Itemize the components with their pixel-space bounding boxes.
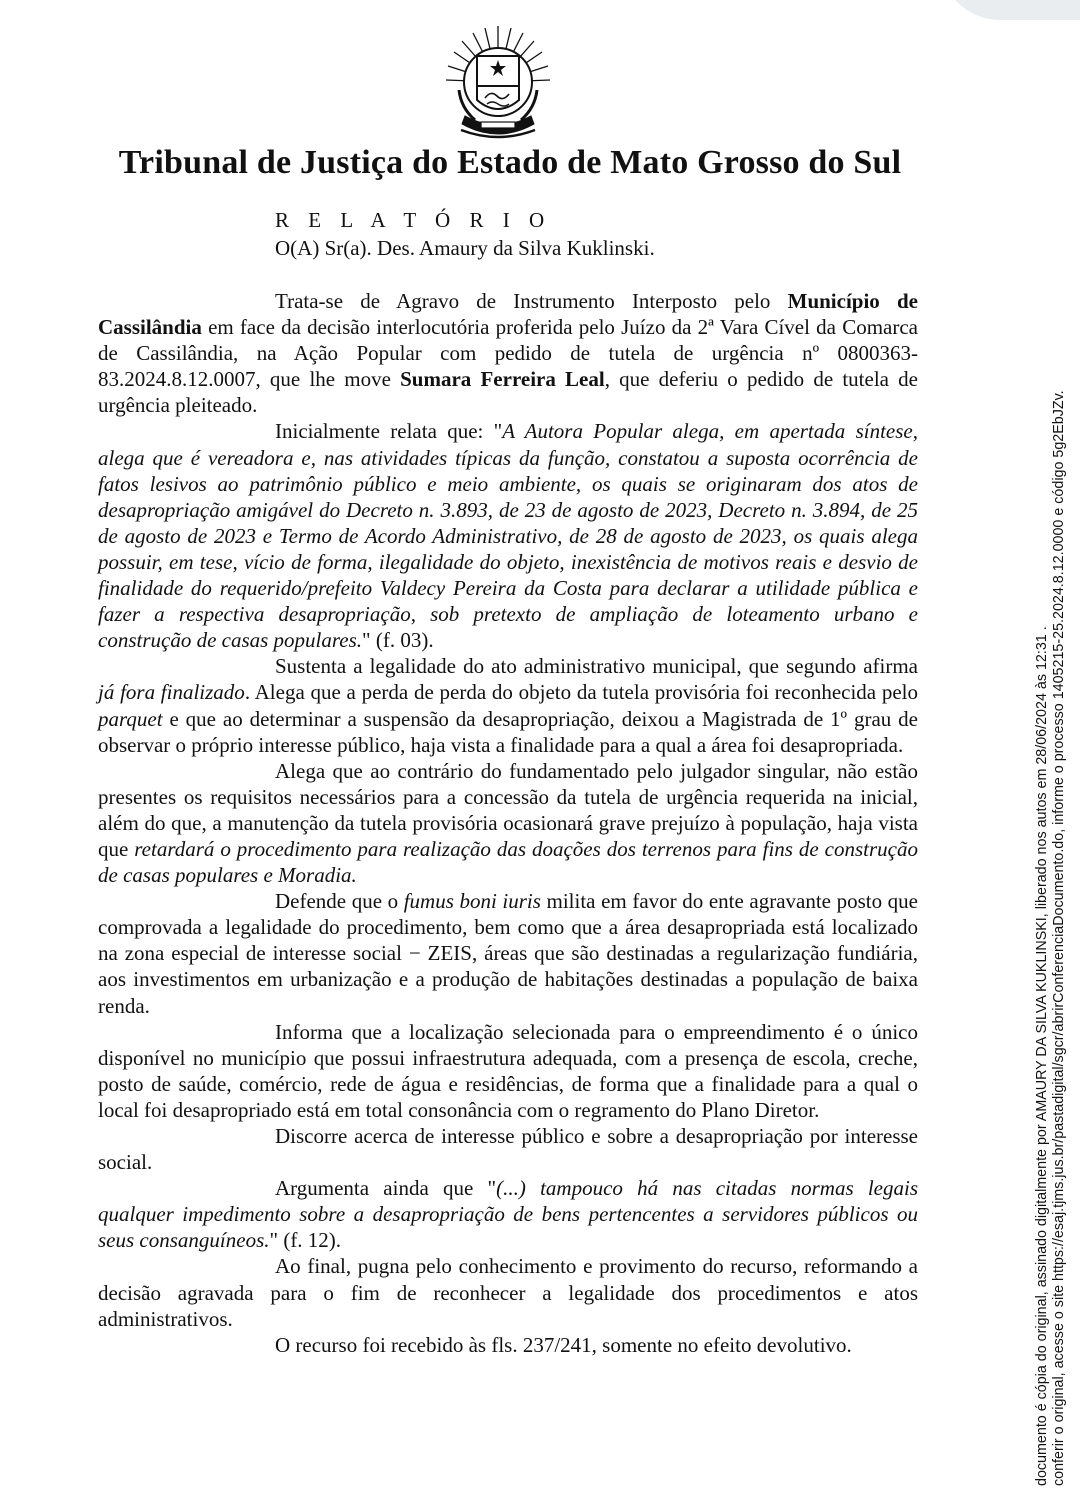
paragraph [98,758,918,888]
text-run: Inicialmente relata que: " [275,419,503,444]
text-run: Alega que ao contrário do fundamentado pelo julgador singular, não estão presentes os requisitos necessários para a concessão da tutela de urgência requerida na inicial, além do que, a manutenção da tutela provisória ocasionará grave prejuízo à população, haja vista que [98,758,918,861]
bold-text: Sumara Ferreira Leal [400,367,605,392]
paragraph [98,1332,918,1358]
italic-text: fumus boni iuris [403,889,541,914]
text-run: , que deferiu o pedido de tutela de urgência pleiteado. [98,367,918,418]
text-run: " (f. 12). [269,1228,342,1253]
text-run: em face da decisão interlocutória proferida pelo Juízo da 2ª Vara Cível da Comarca de Cassilândia, na Ação Popular com pedido de tutela de urgência nº 0800363-83.2024.8.12.0007, que lhe move [98,315,918,392]
text-run: O recurso foi recebido às fls. 237/241, somente no efeito devolutivo. [275,1332,852,1357]
text-run: Ao final, pugna pelo conhecimento e provimento do recurso, reformando a decisão agravada para o fim de reconhecer a legalidade dos procedimentos e atos administrativos. [98,1254,918,1331]
text-run: Sustenta a legalidade do ato administrativo municipal, que segundo afirma [275,654,918,679]
text-run: . Alega que a perda de perda do objeto da tutela provisória foi reconhecida pelo [244,680,918,705]
text-run: milita em favor do ente agravante posto que comprovada a legalidade do procedimento, bem como que a área desapropriada está localizado na zona especial de interesse social − ZEIS, áreas que são destinadas a regularização fundiária, aos investimentos em urbanização e a produção de habitações destinadas a população de baixa renda. [98,889,918,1018]
paragraph [98,888,918,1018]
paragraph [98,1253,918,1331]
text-run: Informa que a localização selecionada para o empreendimento é o único disponível no município que possui infraestrutura adequada, com a presença de escola, creche, posto de saúde, comércio, rede de água e residências, de forma que a finalidade para a qual o local foi desapropriado está em total consonância com o regramento do Plano Diretor. [98,1019,918,1122]
paragraph [98,418,918,653]
court-seal-icon [441,20,555,142]
text-run: " (f. 03). [362,628,434,653]
verification-line: conferir o original, acesse o site https://esaj.tjms.jus.br/pastadigital/sgcr/abrirConferenciaDocumento.do, informe o processo 1405215-25.2024.8.12.0000 e código 5g2EbJZv. [1051,390,1067,1486]
italic-text: parquet [98,706,163,731]
paragraph [98,288,918,418]
italic-text: já fora finalizado [98,680,245,705]
text-run: Discorre acerca de interesse público e sobre a desapropriação por interesse social. [98,1124,918,1175]
page-corner-decoration [940,0,1080,20]
paragraph [98,1175,918,1253]
court-name: Tribunal de Justiça do Estado de Mato Grosso do Sul [118,144,902,181]
paragraph [98,653,918,757]
report-body [98,288,918,1358]
paragraph [98,1019,918,1123]
italic-text: (...) tampouco há nas citadas normas legais qualquer impedimento sobre a desapropriação de bens pertencentes a servidores públicos ou seus consanguíneos. [98,1176,918,1253]
digital-signature-note [1034,156,1068,1486]
rapporteur-line: O(A) Sr(a). Des. Amaury da Silva Kuklinski. [275,236,655,260]
signature-line: documento é cópia do original, assinado digitalmente por AMAURY DA SILVA KUKLINSKI, liberado nos autos em 28/06/2024 às 12:31 . [1034,626,1050,1486]
text-run: e que ao determinar a suspensão da desapropriação, deixou a Magistrada de 1º grau de observar o próprio interesse público, haja vista a finalidade para a qual a área foi desapropriada. [98,706,918,757]
text-run: Argumenta ainda que " [275,1176,497,1201]
paragraph [98,1123,918,1175]
document-heading: R E L A T Ó R I O [275,208,552,232]
text-run: Defende que o [275,889,404,914]
bold-text: Município de Cassilândia [98,289,918,340]
italic-text: retardará o procedimento para realização das doações dos terrenos para fins de construção de casas populares e Moradia. [98,836,918,888]
text-run: Trata-se de Agravo de Instrumento Interposto pelo [275,289,788,313]
italic-text: A Autora Popular alega, em apertada síntese, alega que é vereadora e, nas atividades típicas da função, constatou a suposta ocorrência de fatos lesivos ao patrimônio público e meio ambiente, os quais se originaram dos atos de desapropriação amigável do Decreto n. 3.893, de 23 de agosto de 2023, Decreto n. 3.894, de 25 de agosto de 2023 e Termo de Acordo Administrativo, de 28 de agosto de 2023, os quais alega possuir, em tese, vício de forma, ilegalidade do objeto, inexistência de motivos reais e desvio de finalidade do requerido/prefeito Valdecy Pereira da Costa para declarar a utilidade pública e fazer a respectiva desapropriação, sob pretexto de ampliação de loteamento urbano e construção de casas populares. [98,419,918,653]
